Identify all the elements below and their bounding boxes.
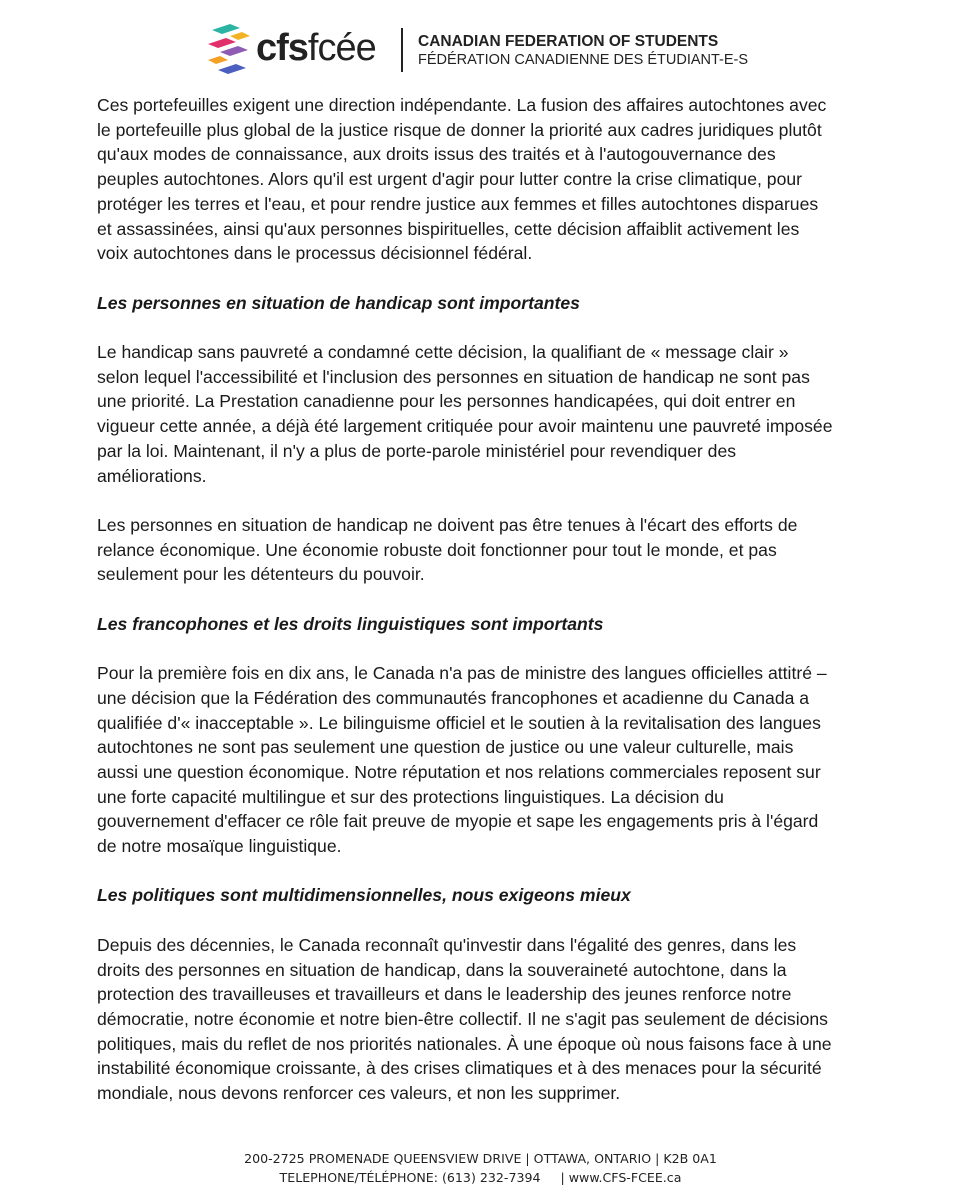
text-line: politiques, mais du reflet de nos priorités nationales. À une époque où nous faisons face à une: [97, 1033, 832, 1054]
text-line: une priorité. La Prestation canadienne pour les personnes handicapées, qui doit entrer en: [97, 391, 796, 412]
section-heading: [97, 612, 897, 637]
cfs-logo: [206, 22, 749, 78]
text-line: une forte capacité multilingue et sur des protections linguistiques. La décision du: [97, 786, 724, 807]
text-line: Depuis des décennies, le Canada reconnaît qu'investir dans l'égalité des genres, dans les: [97, 934, 797, 955]
brand-bold: cfs: [256, 27, 308, 69]
text-line: protection des travailleuses et travailleurs et dans le leadership des jeunes renforce notre: [97, 984, 792, 1005]
text-line: le portefeuille plus global de la justice risque de donner la priorité aux cadres juridiques plutôt: [97, 119, 822, 140]
stripe: [208, 56, 228, 64]
text-line: Les francophones et les droits linguistiques sont importants: [97, 613, 604, 634]
brand-wordmark: [256, 26, 376, 70]
text-line: aussi une question économique. Notre réputation et nos relations commerciales reposent sur: [97, 761, 821, 782]
footer-address: 200-2725 PROMENADE QUEENSVIEW DRIVE | OTTAWA, ONTARIO | K2B 0A1: [244, 1151, 717, 1166]
stripe: [218, 64, 246, 74]
stripe: [230, 32, 250, 40]
section-heading: [97, 291, 897, 316]
document-body: [97, 93, 897, 1130]
stripe: [212, 24, 240, 34]
org-name-en: CANADIAN FEDERATION OF STUDENTS: [418, 33, 719, 50]
text-line: qualifiée d'« inacceptable ». Le bilinguisme officiel et le soutien à la revitalisation des langues: [97, 712, 821, 733]
paragraph: [97, 513, 897, 587]
paragraph: [97, 933, 897, 1106]
text-line: instabilité économique croissante, à des crises climatiques et à des menaces pour la sécurité: [97, 1058, 822, 1079]
text-line: démocratie, notre économie et notre bien-être collectif. Il ne s'agit pas seulement de décisions: [97, 1008, 828, 1029]
section-heading: [97, 883, 897, 908]
text-line: seulement pour les détenteurs du pouvoir.: [97, 564, 425, 585]
text-line: Ces portefeuilles exigent une direction indépendante. La fusion des affaires autochtones avec: [97, 95, 827, 115]
text-line: Les politiques sont multidimensionnelles, nous exigeons mieux: [97, 885, 631, 906]
org-name-fr: FÉDÉRATION CANADIENNE DES ÉTUDIANT-E-S: [418, 52, 749, 68]
paragraph: [97, 340, 897, 488]
logo-divider: [401, 28, 403, 72]
text-line: et assassinées, ainsi qu'aux personnes bispirituelles, cette décision affaiblit activement les: [97, 218, 800, 239]
text-line: autochtones ne sont pas seulement une question de justice ou une valeur culturelle, mais: [97, 737, 794, 758]
text-line: selon lequel l'accessibilité et l'inclusion des personnes en situation de handicap ne sont pas: [97, 366, 810, 387]
text-line: Le handicap sans pauvreté a condamné cette décision, la qualifiant de « message clair »: [97, 342, 789, 362]
footer-contact: TELEPHONE/TÉLÉPHONE: (613) 232-7394 | www.CFS-FCEE.ca: [279, 1170, 682, 1185]
text-line: voix autochtones dans le processus décisionnel fédéral.: [97, 243, 533, 264]
text-line: relance économique. Une économie robuste doit fonctionner pour tout le monde, et pas: [97, 539, 777, 560]
text-line: gouvernement d'effacer ce rôle fait preuve de myopie et sape les engagements pris à l'égard: [97, 811, 819, 832]
text-line: vigueur cette année, a déjà été largement critiquée pour avoir maintenu une pauvreté imposée: [97, 416, 833, 437]
brand-light: fcée: [307, 27, 376, 69]
paragraph: [97, 93, 897, 266]
text-line: mondiale, nous devons renforcer ces valeurs, et non les supprimer.: [97, 1083, 621, 1104]
stripe: [220, 46, 248, 56]
text-line: une décision que la Fédération des communautés francophones et acadienne du Canada a: [97, 687, 810, 708]
stripe: [208, 38, 236, 48]
text-line: par la loi. Maintenant, il n'y a plus de porte-parole ministériel pour revendiquer des: [97, 440, 737, 461]
logo-stripes-icon: [206, 22, 250, 78]
text-line: améliorations.: [97, 465, 207, 486]
paragraph: [97, 661, 897, 859]
text-line: droits des personnes en situation de handicap, dans la souveraineté autochtone, dans la: [97, 959, 787, 980]
text-line: Les personnes en situation de handicap ne doivent pas être tenues à l'écart des efforts de: [97, 514, 798, 535]
text-line: qu'aux modes de connaissance, aux droits issus des traités et à l'autogouvernance des: [97, 144, 776, 165]
text-line: de notre mosaïque linguistique.: [97, 836, 342, 857]
text-line: protéger les terres et l'eau, et pour rendre justice aux femmes et filles autochtones disparues: [97, 193, 819, 214]
text-line: Pour la première fois en dix ans, le Canada n'a pas de ministre des langues officielles attitré –: [97, 663, 827, 684]
text-line: peuples autochtones. Alors qu'il est urgent d'agir pour lutter contre la crise climatique, pour: [97, 169, 802, 190]
text-line: Les personnes en situation de handicap sont importantes: [97, 292, 580, 313]
footer: [0, 1149, 961, 1187]
